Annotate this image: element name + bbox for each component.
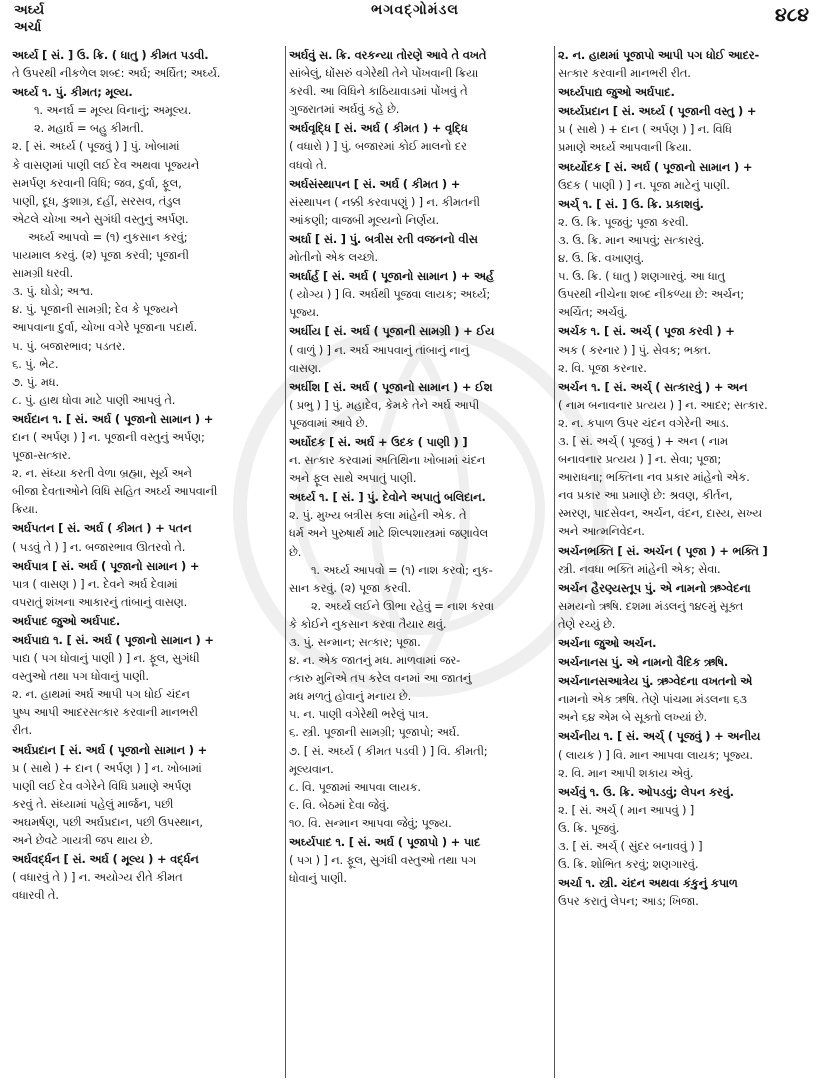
entry-line: સત્કાર કરવાની માનભરી રીત. [558,66,691,81]
entry-line: ( પડવું તે ) ] ન. બજારભાવ ઊતરવો તે. [12,539,186,554]
entry-line: પાણી લઈ દેવ વગેરેને વિધિ પ્રમાણે અર્પણ [12,778,192,793]
entry-headline: અર્ઘપાત્ર [ સં. અર્ઘ ( પૂજાનો સામાન ) + [12,558,200,573]
entry-line: ( લાયક ) ] વિ. માન આપવા લાયક; પૂજ્ય. [558,747,753,762]
dictionary-entry [12,46,282,82]
dictionary-entry [289,175,550,229]
dictionary-entry [558,783,816,873]
entry-headline: અર્ઘ્યપાદ ૧. [ સં. અર્ઘ ( પૂજાપો ) + પાદ [289,835,481,850]
entry-headline: અર્ઘ્ય [ સં. ] ઉ. ક્રિ. ( ધાતુ ) કીમત પડવી. [12,48,209,62]
entry-line: સંસ્થાપન ( નક્કી કરવાપણું ) ] ન. કીમતની [289,194,480,209]
entry-headline: અર્ઘપાદ જુઓ અર્ઘપાદ. [12,613,120,628]
entry-line: બનાવનાર પ્રત્યય ) ] ન. સેવા; પૂજા; [558,452,722,467]
entry-line: છે. [289,544,302,559]
entry-line: સમર્પણ કરવાની વિધિ; જવ, દુર્વા, ફૂલ, [12,175,182,190]
dictionary-entry [289,230,550,266]
entry-line: ( વધારવું તે ) ] ન. અયોગ્ય રીતે કીમત [12,870,183,885]
entry-headline: અર્ઘપ્રદાન [ સં. અર્ઘ ( પૂજાનો સામાન ) + [12,742,208,757]
entry-line: અને આત્મનિવેદન. [558,524,645,539]
entry-line: અને ૬૪ એમ બે સૂક્તો લખ્યાં છે. [558,710,708,725]
entry-headline: અર્ઘવર્દ્ધન [ સં. અર્ઘ ( મૂલ્ય ) + વર્દ્ધન [12,852,199,867]
entry-line: ઉ. ક્રિ. પૂજવું. [558,820,620,835]
dictionary-entry [289,433,550,487]
entry-headline: અર્ઘ્યપ્રદાન [ સં. અર્ઘ્ય ( પૂજાની વસ્તુ ) + [558,104,757,119]
entry-line: મોતીનો એક લચ્છો. [289,250,378,265]
guide-word-first: અર્ઘ્ય [14,3,45,18]
entry-line: ૩. [ સં. અર્ચ્ ( સુંદર બનાવવું ) ] [558,839,703,854]
entry-line: ( વાળું ) ] ન. અર્ઘ આપવાનું તાંબાનું નાનું [289,342,469,357]
entry-headline: અર્ઘદાન ૧. [ સં. અર્ઘ ( પૂજાનો સામાન ) + [12,411,214,426]
entry-line: કે વાસણમાં પાણી લઈ દેવ અથવા પૂજ્યને [12,157,200,172]
entry-headline: અર્ઘ્યપાદ્ય જુઓ અર્ઘપાદ. [558,85,675,100]
entry-line: ( યોગ્ય ) ] વિ. અર્ઘથી પૂજવા લાયક; અર્ઘ્ય; [289,287,491,302]
entry-line: ૩. [ સં. અર્ચ્ ( પૂજવું ) + અન ( નામ [558,433,728,448]
dictionary-entry [289,322,550,376]
entry-line: ( પગ ) ] ન. ફૂલ, સુગંધી વસ્તુઓ તથા પગ [289,853,477,868]
entry-line: પૂજા-સત્કાર. [12,448,71,463]
entry-line: ૪. ઉ. ક્રિ. વખાણવું. [558,251,644,266]
entry-line: ૫. પું. બજારભાવ; પડતર. [12,338,126,353]
column-divider [554,46,555,1078]
dictionary-entry [558,46,816,82]
dictionary-entry [558,874,816,910]
running-title: ભગવદ્ગોમંડલ [371,2,459,18]
entry-line: ૭. પું. મધ. [12,374,59,389]
dictionary-entry [289,488,550,832]
entry-line: સમયનો ઋષિ. દશમા મંડલનું ૧૪૯મું સૂક્ત [558,598,744,613]
entry-headline: અર્ચનભક્તિ [ સં. અર્ચન ( પૂજા ) + ભક્તિ ] [558,543,768,558]
guide-word-last: અર્ચા [14,20,42,35]
column-divider [285,46,286,1078]
entry-line: ૨. ન. કપાળ ઉપર ચંદન વગેરેની આડ. [558,415,729,430]
entry-line: ૧. અનર્ઘ = મૂલ્ય વિનાનું; અમૂલ્ય. [34,103,192,118]
entry-line: ( પ્રભુ ) ] પું. મહાદેવ, કેમકે તેને અર્ઘ આપી [289,397,480,412]
dictionary-entry [558,83,816,101]
entry-line: ૯. વિ. બેઠમાં દેવા જેવું. [289,797,390,812]
entry-line: આંકણી; વાજબી મૂલ્યનો નિર્ણય. [289,212,439,227]
entry-line: ઉ. ક્રિ. શોભિત કરવું; શણગારવું. [558,857,699,872]
entry-line: સામગ્રી ધરવી. [12,266,73,281]
entry-headline: અર્ઘોદક [ સં. અર્ઘ + ઉદક ( પાણી ) ] [289,434,468,449]
entry-line: ઉદક ( પાણી ) ] ન. પૂજા માટેનું પાણી. [558,177,730,192]
entry-line: ૫. ન. પાણી વગેરેથી ભરેલું પાત્ર. [289,707,429,722]
entry-line: ૩. પું. સન્માન; સત્કાર; પૂજા. [289,635,421,649]
entry-line: આપવાના દુર્વા, ચોખા વગેરે પૂજાના પદાર્થ. [12,320,198,335]
entry-line: ૨. મહાર્ઘ = બહુ કીમતી. [34,121,144,136]
dictionary-entry [12,519,282,555]
entry-line: ( વધારો ) ] પું. બજારમાં કોઈ માલનો દર [289,139,467,154]
entry-headline: અર્ચવું ૧. ઉ. ક્રિ. ઓપડવું; લેપન કરવું. [558,784,734,799]
entry-line: ધોવાનું પાણી. [289,871,347,886]
dictionary-entry [558,322,816,376]
dictionary-entry [558,672,816,726]
entry-headline: ૨. ન. હાથમાં પૂજાપો આપી પગ ધોઈ આદર- [558,48,760,62]
entry-line: ૨. વિ. માન આપી શકાય એવું. [558,765,694,780]
entry-line: વધારવી તે. [12,888,59,903]
dictionary-entry [558,653,816,671]
column-3 [558,46,816,1082]
entry-headline: અર્ઘવું સ. ક્રિ. વરકન્યા તોરણે આવે તે વખતે [289,48,487,62]
entry-headline: અર્ચન ૧. [ સં. અર્ચ્ ( સત્કારવું ) + અન [558,379,748,394]
dictionary-entry [12,741,282,850]
entry-headline: અર્ઘીય [ સં. અર્ઘ ( પૂજાની સામગ્રી ) + ઈય [289,324,495,339]
entry-line: પૂજ્ય. [289,305,320,320]
dictionary-entry [558,542,816,578]
entry-line: રીત. [12,723,32,738]
entry-line: તે ઉપરથી નીકળેલ શબ્દ: અર્ઘ; અર્ઘિત; અર્ઘ્ય. [12,66,221,81]
dictionary-entry [12,612,282,630]
entry-line: વાસણ. [289,360,322,375]
entry-line: વધવો તે. [289,157,327,172]
entry-headline: અર્ઘપાદ્ય ૧. [ સં. અર્ઘ ( પૂજાનો સામાન ) + [12,633,214,647]
entry-line: વસ્તુઓ તથા પગ ધોવાનું પાણી. [12,669,149,684]
page-number: ૪૮૪ [774,4,809,26]
dictionary-entry [558,579,816,633]
entry-line: પ્ર ( સાથે ) + દાન ( અર્પણ ) ] ન. વિધિ [558,122,732,137]
entry-headline: અર્ચનીય ૧. [ સં. અર્ચ્ ( પૂજવું ) + અનીય [558,729,761,744]
entry-line: ૩. પું. ઘોડો; અશ્વ. [12,284,94,299]
entry-line: અક ( કરનાર ) ] પું. સેવક; ભક્ત. [558,342,711,357]
dictionary-entry [12,850,282,904]
dictionary-entry [289,378,550,432]
entry-headline: અર્ચના જુઓ અર્ચન. [558,636,657,650]
entry-headline: અર્ઘ્ય ૧. પું. કીમત; મૂલ્ય. [12,85,133,100]
entry-line: અને છેવટે ગાયત્રી જપ થાય છે. [12,833,153,848]
entry-line: ૨. ન. સંધ્યા કરતી વેળા બ્રહ્મા, સૂર્ય અને [12,466,192,481]
entry-line: ૨. [ સં. અર્ઘ્ય ( પૂજવું ) ] પું. ખોબામાં [12,139,180,154]
entry-line: પાત્ર ( વાસણ ) ] ન. દેવને અર્ઘ દેવામાં [12,576,178,591]
entry-line: ન. સત્કાર કરવામાં અતિથિના ખોબામાં ચંદન [289,453,486,468]
entry-line: તેણે રચ્યું છે. [558,616,616,631]
entry-line: ૪. ન. એક જાતનું મધ. માળવામાં જર- [289,653,461,668]
entry-line: ઉપરથી નીચેના શબ્દ નીકળ્યા છે: અર્ચન; [558,287,744,302]
entry-line: અર્ઘ્ય આપવો = (૧) નુકસાન કરવું; [28,229,188,244]
entry-line: અર્ચિત; અર્ચવું. [558,305,628,320]
entry-line: ગુજરાતમાં અર્ઘવું કહે છે. [289,102,400,117]
entry-line: સાંબેલું, ધોંસરું વગેરેથી તેને પોંખવાની ક્રિયા [289,66,479,81]
entry-line: સ્મરણ, પાદસેવન, અર્ચન, વંદન, દાસ્ય, સખ્ય [558,506,763,521]
entry-headline: અર્ઘીશ [ સં. અર્ઘ ( પૂજાનો સામાન ) + ઈશ [289,379,493,394]
entry-line: સાન કરવું. (૨) પૂજા કરવી. [289,580,411,595]
entry-line: ૨. અર્ઘ્ય લઈને ઊભા રહેવું = નાશ કરવા [311,598,494,613]
entry-line: ૬. પું. ભેટ. [12,356,59,371]
dictionary-entry [558,378,816,541]
entry-line: સ્ત્રી. નવધા ભક્તિ માંહેની એક; સેવા. [558,561,721,576]
entry-headline: અર્ઘપતન [ સં. અર્ઘ ( કીમત ) + પતન [12,521,192,536]
entry-line: ૭. [ સં. અર્ઘ્ય ( કીમત પડવી ) ] વિ. કીમતી; [289,743,488,758]
entry-line: ૨. ન. હાથમાં અર્ઘ આપી પગ ધોઈ ચંદન [12,687,190,702]
entry-headline: અર્ચનાનસઆત્રેય પું. ઋગ્વેદના વખતનો એ [558,674,753,689]
entry-line: પ્ર ( સાથે ) + દાન ( અર્પણ ) ] ન. ખોબામાં [12,760,202,775]
dictionary-entry [558,634,816,652]
dictionary-entry [558,158,816,194]
dictionary-entry [558,102,816,156]
entry-line: કરવી. આ વિધિને કાઠિયાવાડમાં પોંખવું તે [289,84,468,99]
entry-line: ૧. અર્ઘ્ય આપવો = (૧) નાશ કરવો; નુક- [311,562,493,577]
entry-line: મૂલ્યવાન. [289,761,334,776]
entry-line: પ્રમાણે અર્ઘ્ય આપવાની ક્રિયા. [558,140,692,155]
entry-line: ( નામ બનાવનાર પ્રત્યય ) ] ન. આદર; સત્કાર. [558,397,768,412]
entry-headline: અર્ઘા [ સં. ] પું. બત્રીસ રતી વજનનો વીસ [289,231,478,246]
entry-line: બીજા દેવતાઓને વિધિ સહિત અર્ઘ્ય આપવાની [12,484,218,499]
entry-line: વપરાતું શંખના આકારનું તાંબાનું વાસણ. [12,594,188,609]
entry-line: ૮. પું. હાથ ધોવા માટે પાણી આપવું તે. [12,392,176,407]
entry-line: ધર્મ અને પુરુષાર્થ માટે શિલ્પશાસ્ત્રમાં જણાવેલ [289,526,489,541]
dictionary-entry [558,727,816,781]
entry-line: ૨. પું. મુખ્ય બત્રીસ કલા માંહેની એક. તે [289,508,467,523]
entry-line: દાન ( અર્પણ ) ] ન. પૂજાની વસ્તુનું અર્પણ; [12,429,205,444]
entry-line: ૬. સ્ત્રી. પૂજાની સામગ્રી; પૂજાપો; અર્ઘ. [289,725,460,740]
page-header [0,0,825,48]
entry-line: ઉપર કરાતું લેપન; આડ; ખિજા. [558,894,699,909]
entry-line: ક્રિયા. [12,502,39,517]
dictionary-entry [12,410,282,519]
entry-headline: અર્ઘવૃદ્ધિ [ સં. અર્ઘ ( કીમત ) + વૃદ્ધિ [289,121,468,136]
entry-headline: અર્ચનાનસ પું. એ નામનો વૈદિક ઋષિ. [558,655,729,670]
dictionary-columns [12,46,816,1082]
dictionary-entry [12,83,282,409]
column-1 [12,46,282,1082]
entry-line: એટલે ચોખા અને સુગંધી વસ્તુનું અર્પણ. [12,211,189,226]
entry-line: નામનો એક ઋષિ. તેણે પાંચમા મંડલના ૬૩ [558,692,747,707]
entry-line: આરાધના; ભક્તિના નવ પ્રકાર માંહેનો એક. [558,470,750,485]
entry-headline: અર્ઘસંસ્થાપન [ સં. અર્ઘ ( કીમત ) + [289,176,461,191]
entry-line: ૫. ઉ. ક્રિ. ( ધાતુ ) શણગારવું. આ ધાતુ [558,269,725,284]
dictionary-entry [12,631,282,740]
entry-line: ૧૦. વિ. સન્માન આપવા જેવું; પૂજ્ય. [289,815,452,830]
entry-line: ૨. વિ. પૂજા કરનાર. [558,360,647,375]
entry-line: ૨. ઉ. ક્રિ. પૂજવું; પૂજા કરવી. [558,214,689,229]
entry-line: ૪. પું. પૂજાની સામગ્રી; દેવ કે પૂજ્યને [12,302,178,317]
entry-headline: અર્ઘાર્હ [ સં. અર્ઘ ( પૂજાનો સામાન ) + અર્હ [289,269,494,284]
dictionary-entry [12,557,282,611]
entry-line: નવ પ્રકાર આ પ્રમાણે છે: શ્રવણ, કીર્તન, [558,488,733,503]
entry-headline: અર્ઘ્ય ૧. [ સં. ] પું. દેવોને અપાતું બલિદાન. [289,490,486,505]
dictionary-entry [289,833,550,887]
entry-headline: અર્ચન હૈરણ્યસ્તૂપ પું. એ નામનો ઋગ્વેદના [558,580,751,595]
entry-headline: અર્ચ્ ૧. [ સં. ] ઉ. ક્રિ. પ્રકાશવું. [558,196,704,211]
entry-line: અને ફૂલ સાથે અપાતું પાણી. [289,471,417,486]
entry-line: પુષ્પ આપી આદરસત્કાર કરવાની માનભરી [12,705,198,720]
entry-headline: અર્ચક ૧. [ સં. અર્ચ્ ( પૂજા કરવી ) + [558,324,735,339]
entry-line: કે કોઈને નુકસાન કરવા તૈયાર થવું. [289,616,447,631]
dictionary-entry [558,195,816,322]
entry-line: અઘમર્ષણ, પછી અર્ઘપ્રદાન, પછી ઉપસ્થાન, [12,814,203,829]
entry-headline: અર્ઘ્યોદક [ સં. અર્ઘ ( પૂજાનો સામાન ) + [558,159,753,174]
entry-line: મધ મળતું હોવાનું મનાય છે. [289,689,412,704]
entry-headline: અર્ચા ૧. સ્ત્રી. ચંદન અથવા કંકુનું કપાળ [558,876,738,891]
entry-line: પાયમાલ કરવું. (૨) પૂજા કરવી; પૂજાની [12,248,189,263]
column-2 [289,46,550,1082]
entry-line: પાદ્ય ( પગ ધોવાનું પાણી ) ] ન. ફૂલ, સુગંધી [12,651,200,666]
entry-line: ૨. [ સં. અર્ચ્ ( માન આપવું ) ] [558,802,695,817]
dictionary-entry [289,119,550,173]
dictionary-entry [289,46,550,118]
entry-line: કરવું તે. સંધ્યામાં પહેલું માર્જન, પછી [12,796,174,811]
dictionary-entry [289,267,550,321]
entry-line: પાણી, દૂધ, કુશાગ્ર, દહીં, સરસવ, તંડુલ [12,193,181,208]
entry-line: ૩. ઉ. ક્રિ. માન આપવું; સત્કારવું. [558,232,705,247]
entry-line: ત્કારુ મુનિએ તપ કરેલ વનમાં આ જાતનું [289,671,472,686]
entry-line: પૂજવામાં આવે છે. [289,415,368,430]
entry-line: ૮. વિ. પૂજામાં આપવા લાયક. [289,779,421,794]
